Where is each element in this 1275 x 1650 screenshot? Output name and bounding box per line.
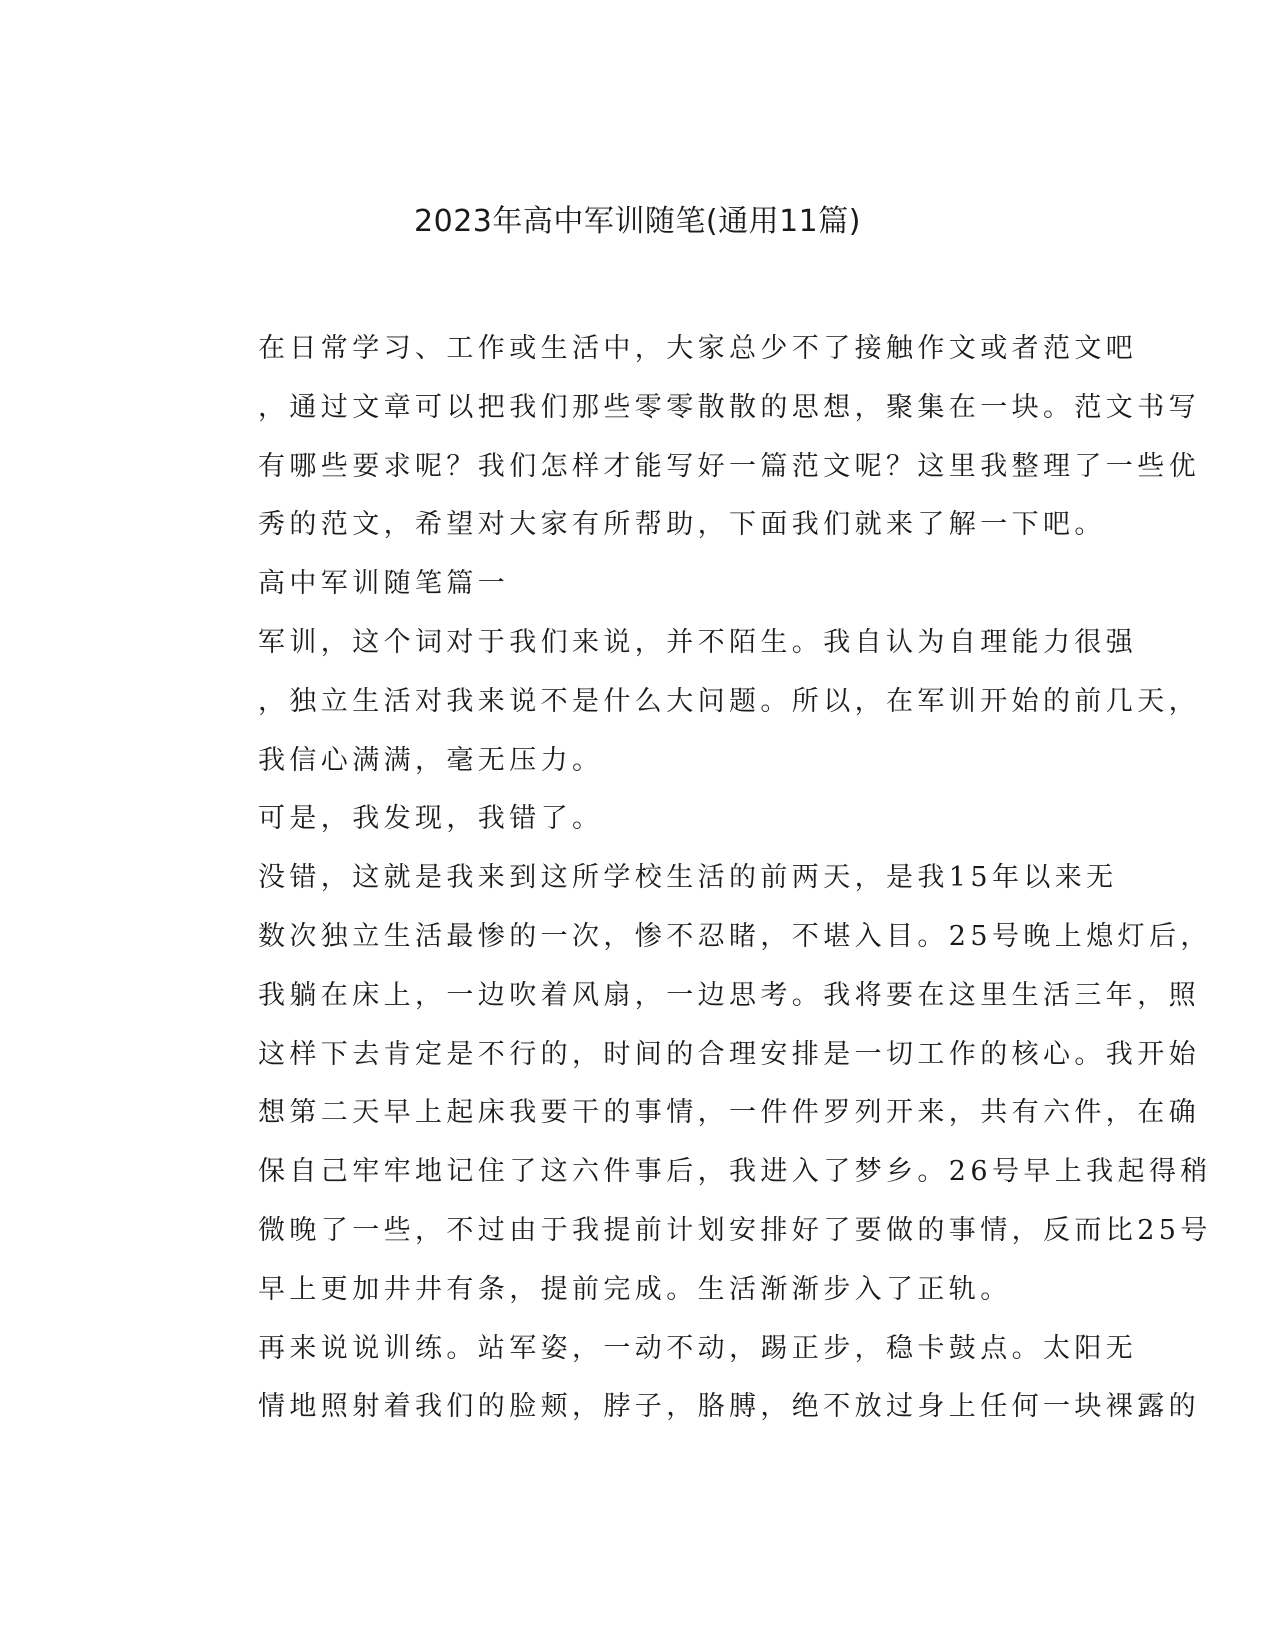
text-line: 在日常学习、工作或生活中，大家总少不了接触作文或者范文吧	[258, 333, 1138, 364]
text-line: ，通过文章可以把我们那些零零散散的思想，聚集在一块。范文书写	[258, 391, 1200, 423]
section-heading	[188, 555, 1088, 614]
body-paragraph	[188, 790, 1088, 849]
text-line: 没错，这就是我来到这所学校生活的前两天，是我15年以来无	[258, 862, 1118, 894]
text-line: 早上更加井井有条，提前完成。生活渐渐步入了正轨。	[258, 1273, 1012, 1305]
text-line: 这样下去肯定是不行的，时间的合理安排是一切工作的核心。我开始	[258, 1038, 1200, 1070]
body-paragraph	[188, 614, 1200, 790]
text-line: ，独立生活对我来说不是什么大问题。所以，在军训开始的前几天，	[258, 685, 1200, 717]
text-line: 有哪些要求呢？我们怎样才能写好一篇范文呢？这里我整理了一些优	[258, 450, 1200, 482]
text-line: 保自己牢牢地记住了这六件事后，我进入了梦乡。26号早上我起得稍	[258, 1156, 1212, 1188]
body-paragraph	[188, 849, 1212, 1319]
text-line: 可是，我发现，我错了。	[258, 803, 604, 835]
text-line: 微晚了一些，不过由于我提前计划安排好了要做的事情，反而比25号	[258, 1214, 1212, 1246]
text-line: 高中军训随笔篇一	[258, 568, 510, 600]
text-line: 我信心满满，毫无压力。	[258, 744, 604, 776]
text-line: 情地照射着我们的脸颊，脖子，胳膊，绝不放过身上任何一块裸露的	[258, 1391, 1200, 1423]
text-line: 再来说说训练。站军姿，一动不动，踢正步，稳卡鼓点。太阳无	[258, 1332, 1138, 1364]
text-line: 秀的范文，希望对大家有所帮助，下面我们就来了解一下吧。	[258, 509, 1106, 541]
body-paragraph	[188, 320, 1200, 555]
text-line: 我躺在床上，一边吹着风扇，一边思考。我将要在这里生活三年，照	[258, 979, 1200, 1011]
text-line: 想第二天早上起床我要干的事情，一件件罗列开来，共有六件，在确	[258, 1097, 1200, 1129]
document-title: 2023年高中军训随笔(通用11篇)	[414, 204, 861, 239]
text-line: 军训，这个词对于我们来说，并不陌生。我自认为自理能力很强	[258, 626, 1138, 658]
text-line: 数次独立生活最惨的一次，惨不忍睹，不堪入目。25号晚上熄灯后，	[258, 920, 1212, 952]
document-body	[188, 320, 1212, 1437]
body-paragraph	[188, 1320, 1200, 1438]
